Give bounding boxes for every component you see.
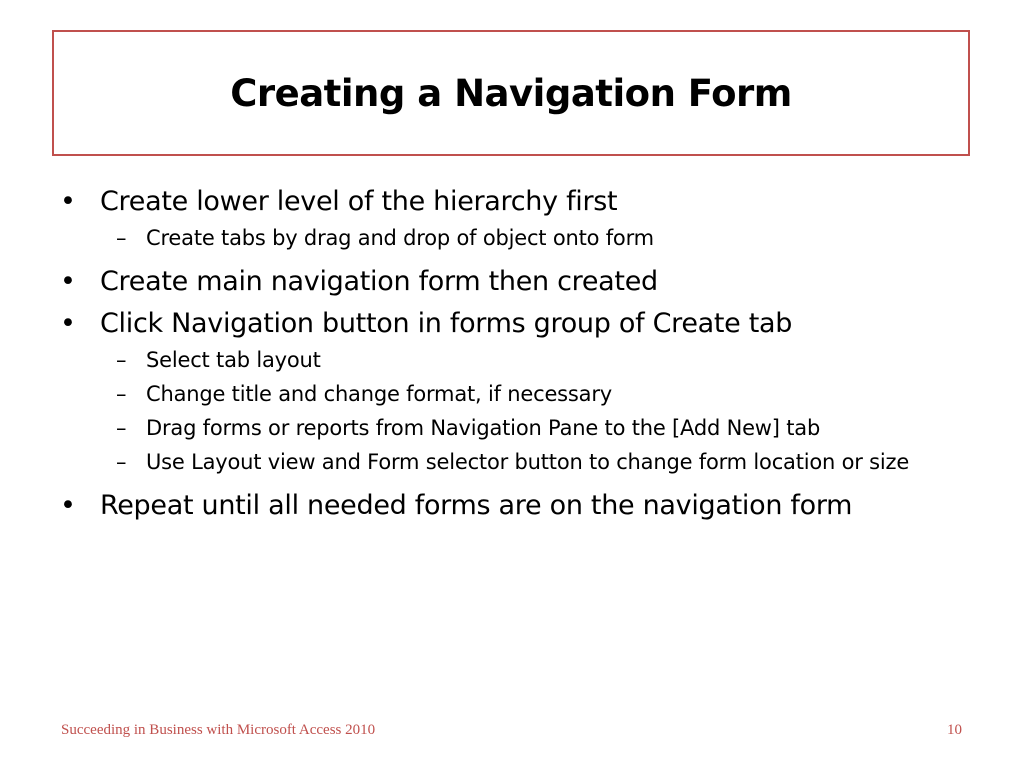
bullet-text: Create lower level of the hierarchy first xyxy=(100,186,618,217)
sub-bullet-item xyxy=(60,345,960,376)
sub-bullet-marker: – xyxy=(116,348,127,372)
sub-bullet-text: Change title and change format, if necessary xyxy=(146,382,612,406)
sub-bullet-text: Create tabs by drag and drop of object onto form xyxy=(146,226,654,250)
bullet-text: Click Navigation button in forms group of Create tab xyxy=(100,308,793,339)
bullet-marker: • xyxy=(60,308,76,339)
bullet-item xyxy=(60,262,960,302)
sub-bullet-marker: – xyxy=(116,416,127,440)
sub-bullet-item xyxy=(60,447,960,478)
bullet-text: Create main navigation form then created xyxy=(100,266,658,297)
footer-source: Succeeding in Business with Microsoft Access 2010 xyxy=(61,722,376,738)
bullet-marker: • xyxy=(60,186,76,217)
sub-bullet-item xyxy=(60,413,960,444)
title-box xyxy=(52,30,970,156)
sub-bullet-text: Select tab layout xyxy=(146,348,321,372)
sub-bullet-marker: – xyxy=(116,450,127,474)
bullet-item xyxy=(60,486,960,526)
page-number: 10 xyxy=(947,722,962,738)
sub-bullet-text: Drag forms or reports from Navigation Pane to the [Add New] tab xyxy=(146,416,821,440)
bullet-marker: • xyxy=(60,266,76,297)
sub-bullet-item xyxy=(60,223,960,254)
bullet-marker: • xyxy=(60,490,76,521)
sub-bullet-marker: – xyxy=(116,382,127,406)
sub-bullet-item xyxy=(60,379,960,410)
bullet-item xyxy=(60,182,960,222)
bullet-text: Repeat until all needed forms are on the navigation form xyxy=(100,490,853,521)
slide-title: Creating a Navigation Form xyxy=(230,71,792,115)
sub-bullet-marker: – xyxy=(116,226,127,250)
sub-bullet-text: Use Layout view and Form selector button to change form location or size xyxy=(146,450,910,474)
bullet-list xyxy=(60,182,960,526)
bullet-item xyxy=(60,304,960,344)
